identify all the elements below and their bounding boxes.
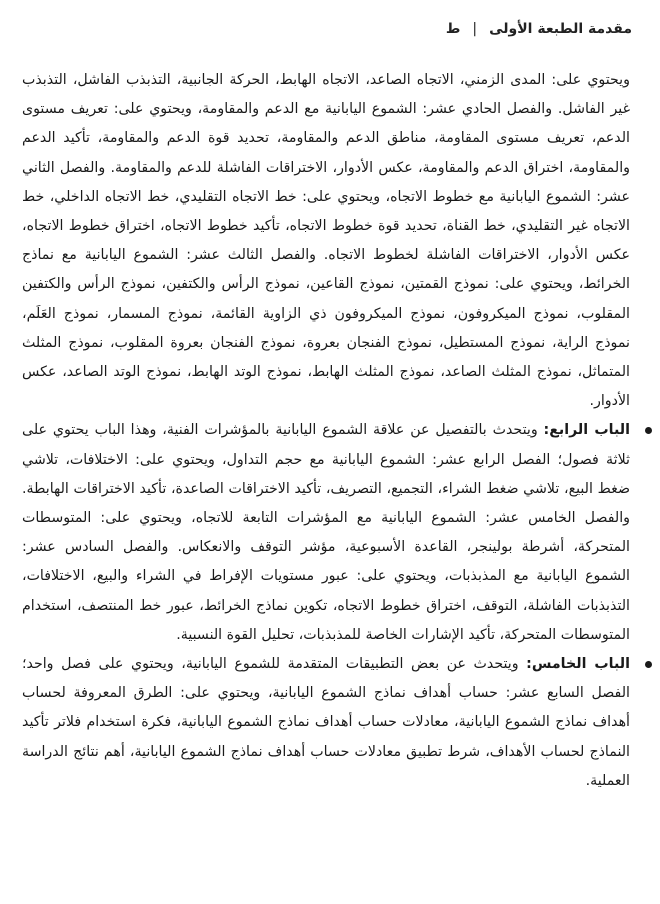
page-number: ط (445, 21, 461, 37)
section-text: ويتحدث بالتفصيل عن علاقة الشموع اليابانية بالمؤشرات الفنية، وهذا الباب يحتوي على ثلاثة فصول؛ الفصل الرابع عشر: الشموع اليابانية مع حجم التداول، ويحتوي على: الاختلافات، تلاشي ضغط البيع، تلاشي ضغط الشراء، التجميع، التصريف، تأكيد الاختراقات الصاعدة، تأكيد الاختراقات الهابطة. والفصل الخامس عشر: الشموع اليابانية مع المؤشرات التابعة للاتجاه، ويحتوي على: المتوسطات المتحركة، أشرطة بولينجر، القاعدة الأسبوعية، مؤشر التوقف والانعكاس. والفصل السادس عشر: الشموع اليابانية مع المذبذبات، ويحتوي على: عبور مستويات الإفراط في الشراء والبيع، الاختلافات، التذبذبات الفاشلة، التوقف، اختراق خطوط الاتجاه، تكوين نماذج الخرائط، عبور خط المنتصف، استخدام المتوسطات المتحركة، تأكيد الإشارات الخاصة للمذبذبات، تحليل القوة النسبية. (22, 422, 630, 643)
bullet-icon (645, 427, 652, 434)
list-item (22, 416, 630, 650)
section-text: ويتحدث عن بعض التطبيقات المتقدمة للشموع اليابانية، ويحتوي على فصل واحد؛ الفصل السابع عشر: حساب أهداف نماذج الشموع اليابانية، ويحتوي على: الطرق المعروفة لحساب أهداف نماذج الشموع اليابانية، معادلات حساب أهداف نماذج الشموع اليابانية، فكرة استخدام فلاتر تأكيد النماذج لحساب الأهداف، شرط تطبيق معادلات حساب أهداف نماذج الشموع اليابانية، أهم نتائج الدراسة العملية. (22, 656, 630, 789)
section-lead: الباب الرابع: (543, 422, 630, 439)
header-separator: | (472, 21, 478, 37)
intro-paragraph: ويحتوي على: المدى الزمني، الاتجاه الصاعد، الاتجاه الهابط، الحركة الجانبية، التذبذب الفاشل، التذبذب غير الفاشل. والفصل الحادي عشر: الشموع اليابانية مع الدعم والمقاومة، ويحتوي على: تعريف مستوى الدعم، تعريف مستوى المقاومة، مناطق الدعم والمقاومة، تحديد قوة الدعم والمقاومة، تأكيد الدعم والمقاومة، اختراق الدعم والمقاومة، عكس الأدوار، الاختراقات الفاشلة للدعم والمقاومة. والفصل الثاني عشر: الشموع اليابانية مع خطوط الاتجاه، ويحتوي على: خط الاتجاه التقليدي، خط الاتجاه الداخلي، خط الاتجاه غير التقليدي، خط القناة، تحديد قوة خطوط الاتجاه، تأكيد خطوط الاتجاه، اختراق خطوط الاتجاه، عكس الأدوار، الاختراقات الفاشلة لخطوط الاتجاه. والفصل الثالث عشر: الشموع اليابانية مع نماذج الخرائط، ويحتوي على: نموذج القمتين، نموذج القاعين، نموذج الرأس والكتفين، نموذج الرأس والكتفين المقلوب، نموذج الميكروفون، نموذج الميكروفون ذي الزاوية القائمة، نموذج المسمار، نموذج العَلَم، نموذج الراية، نموذج المستطيل، نموذج الفنجان بعروة، نموذج الفنجان بعروة المقلوب، نموذج المثلث المتماثل، نموذج المثلث الصاعد، نموذج المثلث الهابط، نموذج الوتد الهابط، نموذج الوتد الصاعد، عكس الأدوار. (22, 72, 630, 410)
list-item (22, 650, 630, 796)
bullet-icon (645, 661, 652, 668)
section-lead: الباب الخامس: (526, 656, 630, 673)
running-header (24, 16, 632, 42)
header-title: مقدمة الطبعة الأولى (489, 21, 632, 37)
body-text (22, 66, 630, 796)
section-list (22, 416, 630, 796)
